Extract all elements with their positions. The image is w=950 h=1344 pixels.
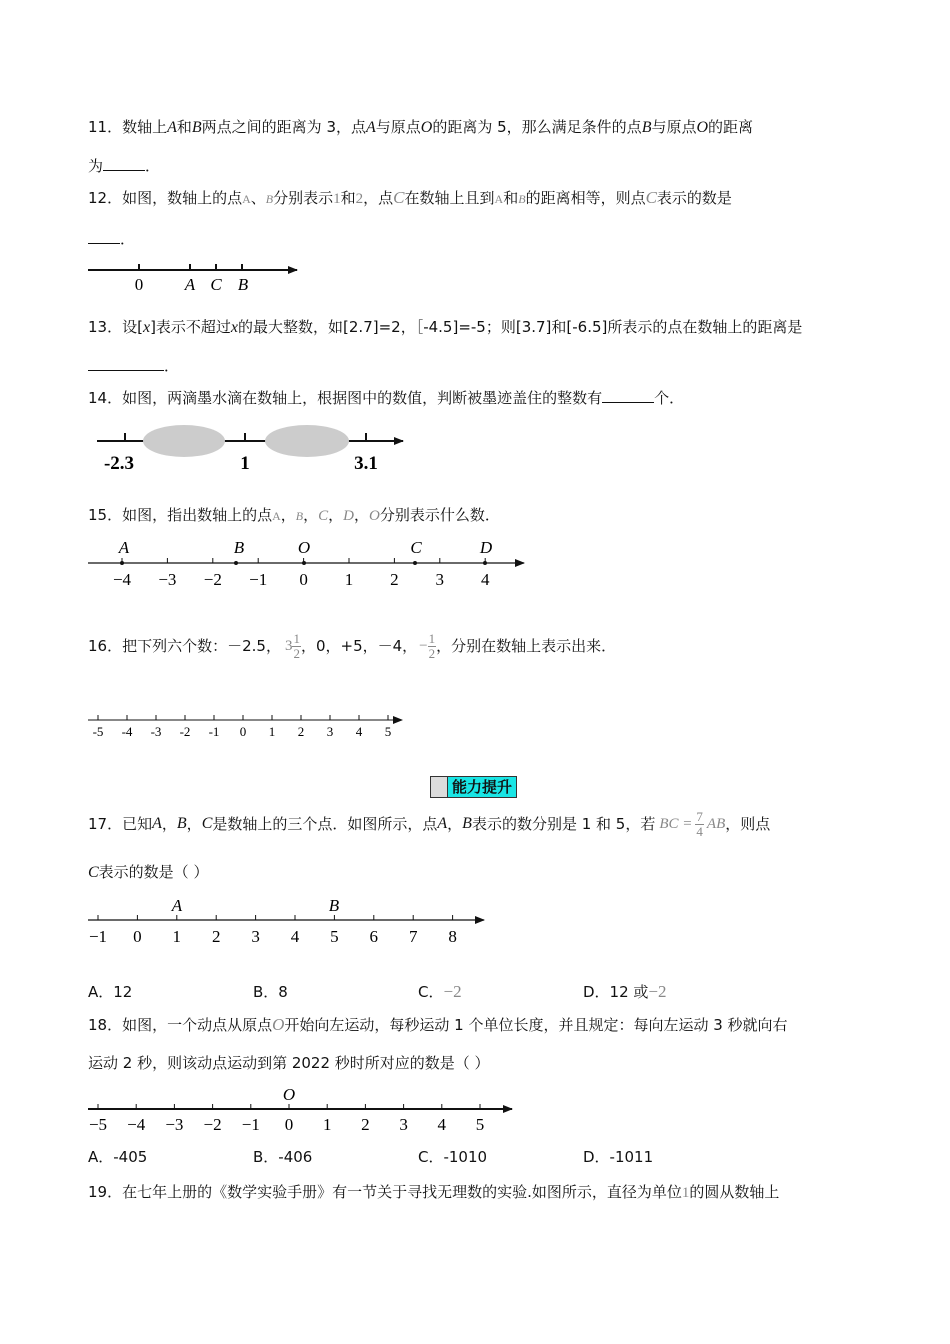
q15-line1: 15．如图，指出数轴上的点A，B，C，D，O分别表示什么数． [88, 506, 500, 524]
tick-label: −3 [165, 1115, 184, 1134]
tick-label: −1 [249, 570, 268, 589]
tick-label: 2 [390, 570, 399, 589]
tick-label: 1 [172, 927, 182, 946]
tick-label: 4 [480, 570, 490, 589]
tick-label: −4 [112, 570, 132, 589]
tick-label: 0 [134, 275, 144, 294]
q17-number-line [88, 896, 484, 946]
tick-label: 2 [211, 927, 221, 946]
q18-option-a[interactable]: A．-405 [88, 1148, 148, 1166]
q19-line1: 19．在七年上册的《数学实验手册》有一节关于寻找无理数的实验.如图所示，直径为单位1的圆从数轴上 [88, 1183, 780, 1201]
var-o: O [696, 119, 709, 136]
tick-label: 1 [268, 724, 276, 739]
point-label: C [410, 538, 422, 557]
q18-option-c[interactable]: C．-1010 [418, 1148, 488, 1166]
var-o: O [420, 119, 433, 136]
tick-label: 3 [399, 1115, 408, 1134]
tick-label: 5 [475, 1115, 485, 1134]
tick-label: −5 [88, 1115, 108, 1134]
tick-label: −1 [88, 927, 108, 946]
q14-line1: 14．如图，两滴墨水滴在数轴上，根据图中的数值，判断被墨迹盖住的整数有 个． [88, 389, 685, 407]
q18-option-b[interactable]: B．-406 [253, 1148, 313, 1166]
tick-label: 4 [355, 724, 363, 739]
tick-label: 5 [330, 927, 339, 946]
point-label: O [297, 538, 311, 557]
q14-number-line [97, 425, 403, 474]
point-label: B [233, 538, 245, 557]
point-label: O [282, 1085, 296, 1104]
q18-line2: 运动 2 秒，则该动点运动到第 2022 秒时所对应的数是（ ） [88, 1054, 490, 1072]
q12-line2: ． [88, 228, 135, 250]
tick-label: 4 [437, 1115, 447, 1134]
q15-number-line [88, 538, 524, 589]
var-b: B [191, 119, 202, 136]
tick-label: 6 [369, 927, 379, 946]
tick-label: 7 [408, 927, 418, 946]
point-label: B [237, 275, 249, 294]
tick-label: 3 [251, 927, 260, 946]
q17-option-b[interactable]: B．8 [253, 983, 288, 1001]
q11-line2: 为 ． [88, 157, 161, 175]
tick-label: 1 [240, 453, 250, 474]
tick-label: -2 [179, 724, 191, 739]
q18-option-d[interactable]: D．-1011 [583, 1148, 654, 1166]
point-label: C [210, 275, 222, 294]
point-c-dot [413, 561, 417, 565]
tick-label: 0 [239, 724, 247, 739]
q17-option-a[interactable]: A．12 [88, 983, 133, 1001]
tick-label: -3 [150, 724, 162, 739]
q16-number-line [88, 715, 402, 739]
tick-label: -2.3 [103, 453, 135, 474]
tick-label: 1 [322, 1115, 332, 1134]
point-label: B [328, 896, 340, 915]
q16-line1: 16．把下列六个数：－2.5， 3 $\frac{1}{2}$ ，0，+5，－4， − $\frac{1}{2}$ ，分别在数轴上表示出来． [88, 630, 617, 661]
ink-blot-right [265, 425, 349, 457]
point-label: A [184, 275, 196, 294]
ink-blot-left [143, 425, 225, 457]
tick-label: -4 [121, 724, 133, 739]
tick-label: 1 [344, 570, 354, 589]
tick-label: 0 [299, 570, 308, 589]
point-label: D [479, 538, 493, 557]
tick-label: 5 [384, 724, 392, 739]
tick-label: −4 [127, 1115, 146, 1134]
tick-label: 8 [448, 927, 457, 946]
tick-label: 3 [326, 724, 334, 739]
q18-line1: 18．如图，一个动点从原点O开始向左运动，每秒运动 1 个单位长度，并且规定：每向左运动 3 秒就向右 [88, 1015, 788, 1034]
tick-label: 0 [133, 927, 142, 946]
q17-option-c[interactable]: C．−2 [418, 982, 462, 1001]
tick-label: −1 [241, 1115, 260, 1134]
tick-label: 3.1 [354, 453, 378, 474]
point-o-dot [302, 561, 306, 565]
tick-label: 2 [361, 1115, 370, 1134]
tick-label: -1 [208, 724, 220, 739]
fraction-7-4: $\frac{7}{4}$ [696, 808, 703, 839]
point-label: A [171, 896, 183, 915]
q16-ticks [93, 715, 392, 739]
fraction-neg-1-2: $\frac{1}{2}$ [428, 630, 436, 661]
tick-label: 4 [290, 927, 300, 946]
q13-line1: 13．设[x]表示不超过x的最大整数，如[2.7]=2，［-4.5]=-5；则[3.7]和[-6.5]所表示的点在数轴上的距离是 [88, 318, 803, 336]
point-d-dot [483, 561, 487, 565]
q17-line1: 17．已知 A ， B ， C 是数轴上的三个点．如图所示，点 A ， B 表示的数分别是 1 和 5，若 BC = $\frac{7}{4}$ AB ，则点 [88, 808, 771, 839]
tick-label: −3 [158, 570, 177, 589]
q11-line1: 11．数轴上A和B两点之间的距离为 3，点A与原点O的距离为 5，那么满足条件的点B与原点O的距离 [88, 118, 754, 136]
q17-line2: C表示的数是（ ） [88, 863, 209, 881]
tick-label: −2 [203, 1115, 222, 1134]
q17-option-d[interactable]: D．12 或−2 [583, 982, 667, 1001]
point-label: A [118, 538, 130, 557]
tick-label: 3 [435, 570, 445, 589]
q12-line1: 12．如图，数轴上的点A、B分别表示1和2，点C在数轴上且到A和B的距离相等，则点C表示的数是 [88, 188, 732, 207]
tick-label: 2 [297, 724, 305, 739]
q13-line2: ． [88, 355, 179, 377]
var-a: A [167, 119, 177, 136]
point-a-dot [120, 561, 124, 565]
var-b: B [641, 119, 652, 136]
q12-number-line [88, 264, 297, 294]
tick-label: −2 [203, 570, 222, 589]
tick-label: 0 [284, 1115, 294, 1134]
fraction-3-1-2: $\frac{1}{2}$ [293, 630, 300, 661]
section-title: 能力提升 [448, 777, 516, 797]
var-a: A [366, 119, 376, 136]
q18-number-line [88, 1085, 512, 1134]
point-b-dot [234, 561, 238, 565]
tick-label: -5 [92, 724, 104, 739]
